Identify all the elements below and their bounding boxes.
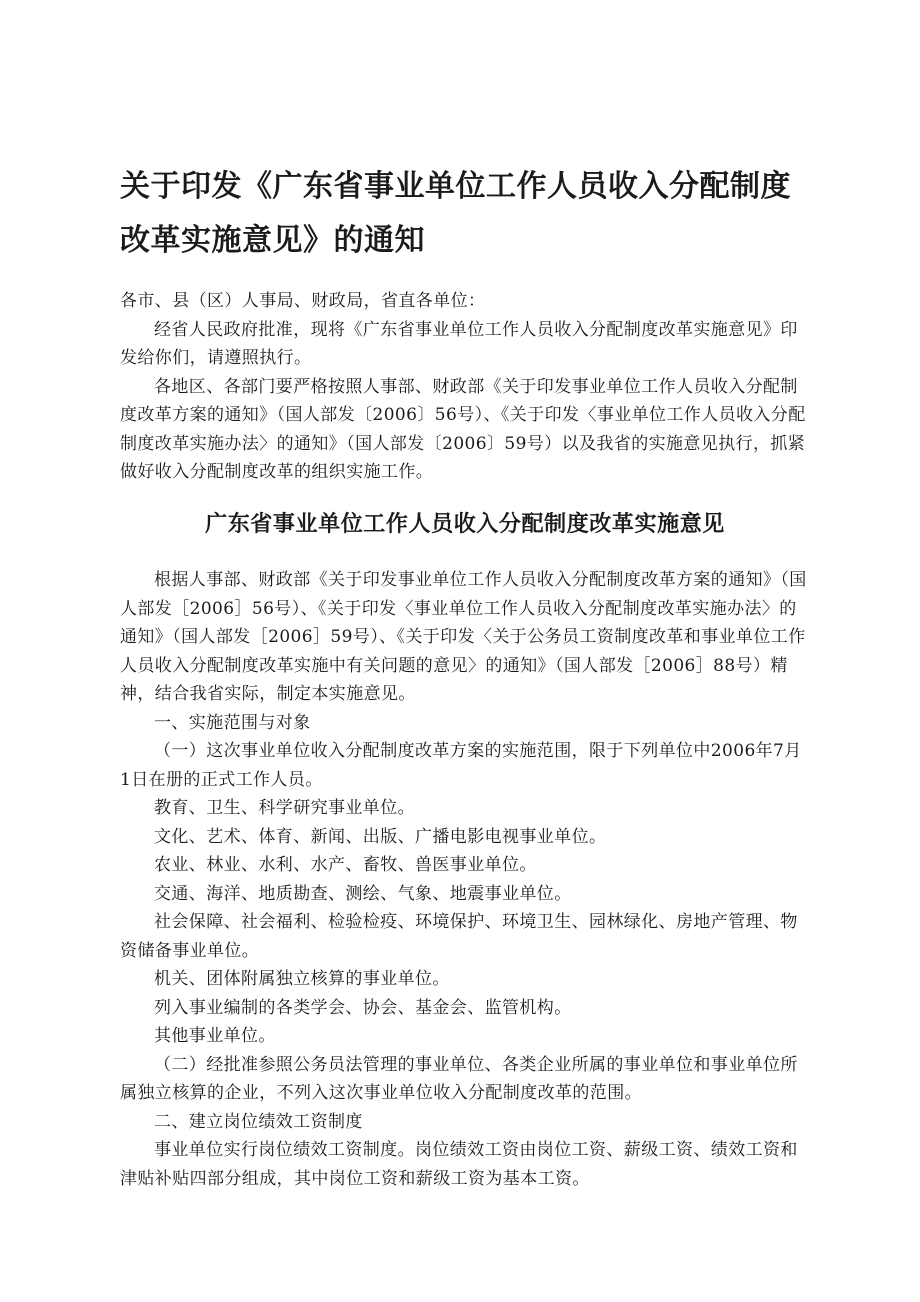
salutation: 各市、县（区）人事局、财政局，省直各单位：: [120, 291, 486, 311]
body-paragraph: （一）这次事业单位收入分配制度改革方案的实施范围，限于下列单位中2006年7月1日在册的正式工作人员。: [120, 741, 802, 790]
notice-section: [120, 287, 810, 487]
notice-paragraph: 经省人民政府批准，现将《广东省事业单位工作人员收入分配制度改革实施意见》印发给你们，请遵照执行。: [120, 319, 798, 368]
list-item: 文化、艺术、体育、新闻、出版、广播电影电视事业单位。: [154, 826, 607, 847]
opinion-body: [120, 566, 810, 1193]
list-item: 其他事业单位。: [154, 1026, 276, 1046]
body-paragraph: （二）经批准参照公务员法管理的事业单位、各类企业所属的事业单位和事业单位所属独立核算的企业，不列入这次事业单位收入分配制度改革的范围。: [120, 1054, 798, 1103]
section-heading: 一、实施范围与对象: [154, 712, 311, 733]
section-title: 广东省事业单位工作人员收入分配制度改革实施意见: [205, 512, 725, 537]
section-heading: 二、建立岗位绩效工资制度: [154, 1111, 363, 1132]
list-item: 机关、团体附属独立核算的事业单位。: [154, 969, 450, 989]
notice-paragraph: 各地区、各部门要严格按照人事部、财政部《关于印发事业单位工作人员收入分配制度改革方案的通知》（国人部发〔2006〕56号）、《关于印发〈事业单位工作人员收入分配制度改革实施办法〉的通知》（国人部发〔2006〕59号）以及我省的实施意见执行，抓紧做好收入分配制度改革的组织实施工作。: [120, 376, 806, 482]
list-item: 农业、林业、水利、水产、畜牧、兽医事业单位。: [154, 855, 537, 875]
list-item: 交通、海洋、地质勘查、测绘、气象、地震事业单位。: [154, 883, 572, 904]
list-item: 教育、卫生、科学研究事业单位。: [154, 798, 415, 818]
list-item: 社会保障、社会福利、检验检疫、环境保护、环境卫生、园林绿化、房地产管理、物资储备事业单位。: [120, 912, 798, 961]
list-item: 列入事业编制的各类学会、协会、基金会、监管机构。: [154, 997, 572, 1018]
document-title: 关于印发《广东省事业单位工作人员收入分配制度改革实施意见》的通知: [120, 169, 791, 258]
body-paragraph: 事业单位实行岗位绩效工资制度。岗位绩效工资由岗位工资、薪级工资、绩效工资和津贴补贴四部分组成，其中岗位工资和薪级工资为基本工资。: [120, 1140, 798, 1189]
body-paragraph: 根据人事部、财政部《关于印发事业单位工作人员收入分配制度改革方案的通知》（国人部发［2006］56号）、《关于印发〈事业单位工作人员收入分配制度改革实施办法〉的通知》（国人部发［2006］59号）、《关于印发〈关于公务员工资制度改革和事业单位工作人员收入分配制度改革实施中有关问题的意见〉的通知》（国人部发［2006］88号）精神，结合我省实际，制定本实施意见。: [120, 570, 807, 704]
